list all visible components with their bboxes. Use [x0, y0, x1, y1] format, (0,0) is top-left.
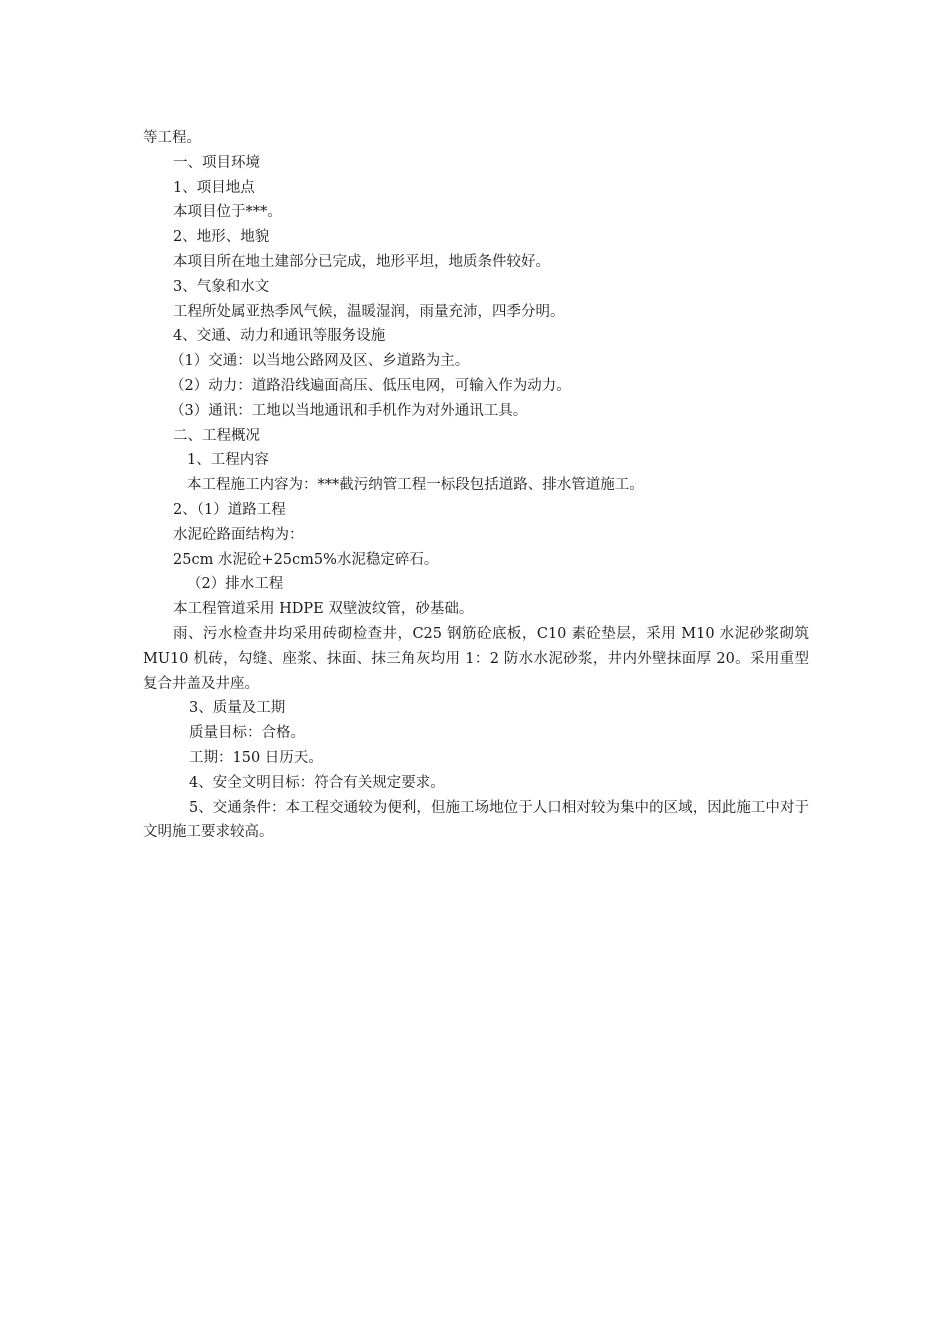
document-body — [143, 126, 809, 845]
list-item: （3）通讯：工地以当地通讯和手机作为对外通讯工具。 — [170, 402, 528, 419]
section-heading: 一、项目环境 — [173, 154, 260, 171]
text-line: 本工程施工内容为：***截污纳管工程一标段包括道路、排水管道施工。 — [187, 477, 644, 494]
text-line: 25cm 水泥砼+25cm5%水泥稳定碎石。 — [173, 551, 439, 568]
text-line: 工期：150 日历天。 — [189, 749, 323, 766]
text-line: 本项目所在地土建部分已完成，地形平坦，地质条件较好。 — [173, 253, 550, 270]
subheading: 2、（1）道路工程 — [173, 501, 286, 518]
subheading: （2）排水工程 — [187, 576, 284, 593]
subheading: 4、安全文明目标：符合有关规定要求。 — [189, 774, 445, 791]
text-line: 本工程管道采用 HDPE 双壁波纹管，砂基础。 — [173, 601, 474, 618]
list-item: （1）交通：以当地公路网及区、乡道路为主。 — [170, 353, 470, 370]
subheading: 1、工程内容 — [187, 452, 269, 469]
text-line: 工程所处属亚热季风气候，温暖湿润，雨量充沛，四季分明。 — [173, 303, 565, 320]
section-heading: 二、工程概况 — [173, 427, 260, 444]
subheading: 3、质量及工期 — [189, 700, 286, 717]
subheading: 1、项目地点 — [173, 179, 255, 196]
subheading: 2、地形、地貌 — [173, 229, 270, 246]
paragraph: 5、交通条件：本工程交通较为便利，但施工场地位于人口相对较为集中的区域，因此施工中对于文明施工要求较高。 — [143, 799, 809, 841]
text-line: 水泥砼路面结构为： — [173, 526, 304, 543]
text-line: 质量目标：合格。 — [189, 725, 305, 742]
text-line: 本项目位于***。 — [173, 204, 282, 221]
subheading: 4、交通、动力和通讯等服务设施 — [173, 328, 386, 345]
paragraph: 雨、污水检查井均采用砖砌检查井，C25 钢筋砼底板，C10 素砼垫层，采用 M10 水泥砂浆砌筑 MU10 机砖，勾缝、座浆、抹面、抹三角灰均用 1：2 防水水泥砂浆，井内外壁抹面厚 20。采用重型复合井盖及井座。 — [143, 625, 809, 692]
text-line: 等工程。 — [143, 130, 201, 146]
subheading: 3、气象和水文 — [173, 278, 270, 295]
list-item: （2）动力：道路沿线遍面高压、低压电网，可输入作为动力。 — [170, 377, 571, 394]
